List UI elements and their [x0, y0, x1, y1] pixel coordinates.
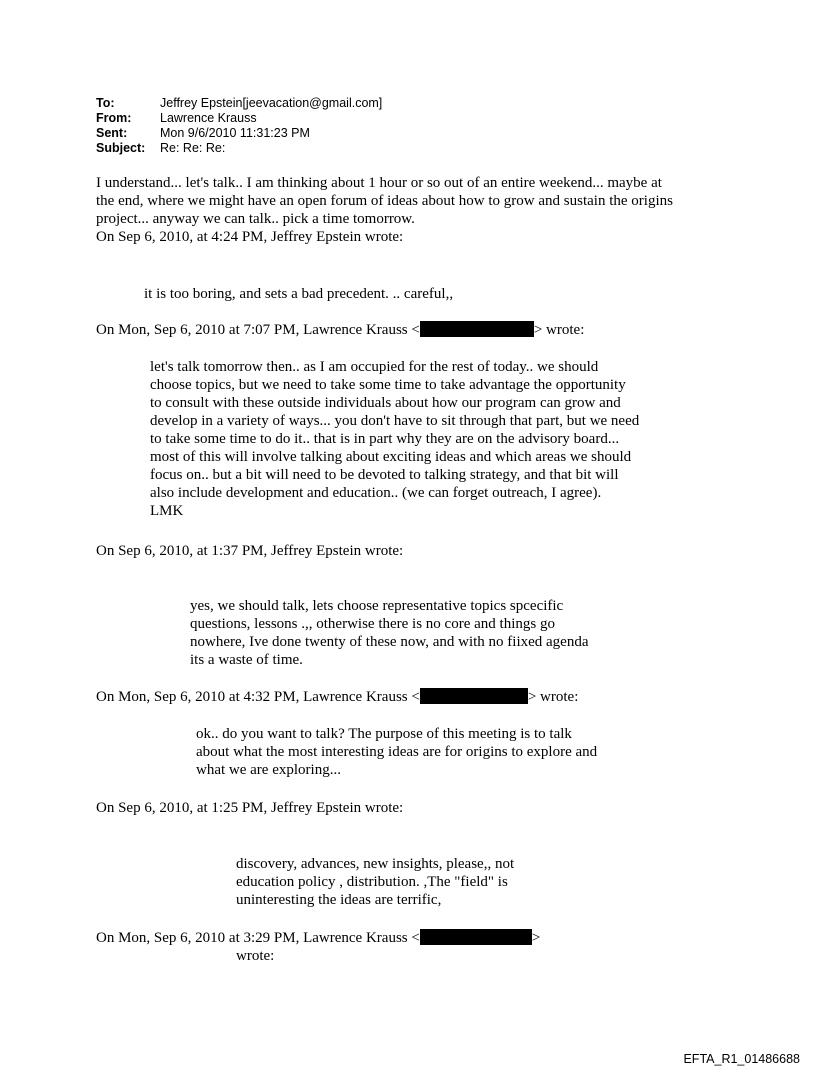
quoted-message — [150, 358, 639, 520]
attribution-line — [96, 799, 403, 817]
subject-value: Re: Re: Re: — [160, 141, 226, 155]
attribution-continuation — [236, 947, 274, 965]
attribution-line — [96, 542, 403, 560]
body-line: choose topics, but we need to take some time to take advantage the opportunity — [150, 377, 626, 393]
attribution-text: On Sep 6, 2010, at 1:37 PM, Jeffrey Epstein wrote: — [96, 543, 404, 559]
to-row — [96, 96, 382, 111]
attribution-line — [96, 929, 540, 947]
attribution-text: On Sep 6, 2010, at 1:25 PM, Jeffrey Epstein wrote: — [96, 800, 404, 816]
body-line: focus on.. but a bit will need to be devoted to talking strategy, and that bit will — [150, 467, 619, 483]
body-line: develop in a variety of ways... you don't have to sit through that part, but we need — [150, 413, 640, 429]
body-line: ok.. do you want to talk? The purpose of this meeting is to talk — [196, 726, 572, 742]
attribution-text: wrote: — [236, 948, 275, 964]
from-row — [96, 111, 382, 126]
document-id: EFTA_R1_01486688 — [683, 1052, 800, 1066]
body-line: let's talk tomorrow then.. as I am occupied for the rest of today.. we should — [150, 359, 599, 375]
body-line: to take some time to do it.. that is in part why they are on the advisory board... — [150, 431, 620, 447]
redaction-box — [420, 321, 534, 337]
subject-label: Subject: — [96, 141, 146, 155]
attribution-line — [96, 321, 584, 339]
redaction-box — [420, 929, 532, 945]
body-line: to consult with these outside individuals about how our program can grow and — [150, 395, 621, 411]
body-line: most of this will involve talking about exciting ideas and which areas we should — [150, 449, 632, 465]
body-line: it is too boring, and sets a bad precedent. .. careful,, — [144, 286, 454, 302]
attribution-text: > wrote: — [533, 322, 585, 338]
reply-paragraph — [96, 174, 673, 246]
body-line: I understand... let's talk.. I am thinking about 1 hour or so out of an entire weekend... maybe at — [96, 175, 662, 191]
body-line: about what the most interesting ideas are for origins to explore and — [196, 744, 598, 760]
body-line: also include development and education.. (we can forget outreach, I agree). — [150, 485, 602, 501]
body-line: project... anyway we can talk.. pick a time tomorrow. — [96, 211, 415, 227]
body-line: yes, we should talk, lets choose representative topics spcecific — [190, 598, 564, 614]
attribution-text: > — [531, 930, 541, 946]
body-line: LMK — [150, 503, 184, 519]
from-value: Lawrence Krauss — [160, 111, 257, 125]
sent-label: Sent: — [96, 126, 128, 140]
attribution-text: On Mon, Sep 6, 2010 at 4:32 PM, Lawrence Krauss < — [96, 689, 420, 705]
body-line: what we are exploring... — [196, 762, 341, 778]
body-line: discovery, advances, new insights, please,, not — [236, 856, 515, 872]
quoted-message — [190, 597, 589, 669]
from-label: From: — [96, 111, 132, 125]
attribution-text: On Mon, Sep 6, 2010 at 7:07 PM, Lawrence Krauss < — [96, 322, 420, 338]
sent-value: Mon 9/6/2010 11:31:23 PM — [160, 126, 310, 140]
email-header — [96, 96, 382, 156]
quoted-message — [236, 855, 514, 909]
attribution-line: On Sep 6, 2010, at 4:24 PM, Jeffrey Epstein wrote: — [96, 229, 404, 245]
body-line: the end, where we might have an open forum of ideas about how to grow and sustain the origins — [96, 193, 673, 209]
body-line: questions, lessons .,, otherwise there is no core and things go — [190, 616, 555, 632]
body-line: uninteresting the ideas are terrific, — [236, 892, 442, 908]
attribution-text: > wrote: — [527, 689, 579, 705]
quoted-message — [144, 285, 453, 303]
redaction-box — [420, 688, 528, 704]
sent-row — [96, 126, 382, 141]
body-line: nowhere, Ive done twenty of these now, and with no fiixed agenda — [190, 634, 589, 650]
body-line: its a waste of time. — [190, 652, 303, 668]
attribution-text: On Mon, Sep 6, 2010 at 3:29 PM, Lawrence Krauss < — [96, 930, 420, 946]
quoted-message — [196, 725, 597, 779]
attribution-line — [96, 688, 578, 706]
to-value: Jeffrey Epstein[jeevacation@gmail.com] — [160, 96, 383, 110]
to-label: To: — [96, 96, 115, 110]
subject-row — [96, 141, 382, 156]
body-line: education policy , distribution. ,The "field" is — [236, 874, 508, 890]
